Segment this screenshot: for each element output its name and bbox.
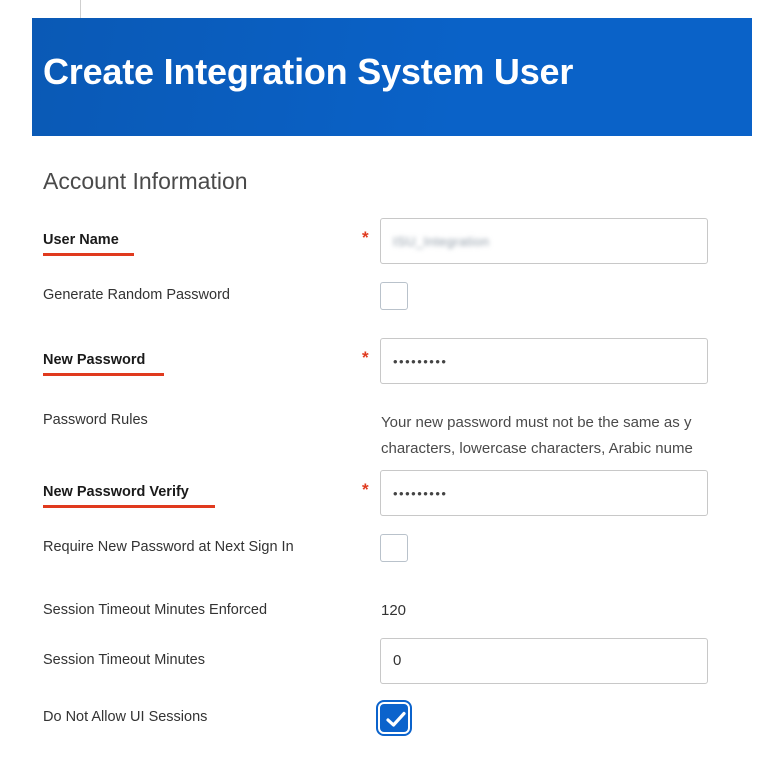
user-name-value: ISU_Integration — [393, 234, 490, 249]
new-password-input[interactable] — [380, 338, 708, 384]
generate-random-password-checkbox[interactable] — [380, 282, 408, 310]
window-chrome-strip — [0, 0, 764, 18]
new-password-verify-label: New Password Verify — [43, 484, 189, 500]
form-content — [0, 136, 764, 769]
new-password-label: New Password — [43, 352, 146, 368]
session-timeout-minutes-label: Session Timeout Minutes — [43, 652, 205, 668]
user-name-input[interactable] — [380, 218, 708, 264]
section-title: Account Information — [43, 168, 248, 194]
row-new-password — [0, 336, 764, 384]
require-new-password-checkbox[interactable] — [380, 534, 408, 562]
generate-random-password-label: Generate Random Password — [43, 287, 230, 303]
row-password-rules — [0, 404, 764, 462]
user-name-required-underline — [43, 253, 134, 256]
session-timeout-enforced-label: Session Timeout Minutes Enforced — [43, 602, 268, 618]
page-title: Create Integration System User — [43, 51, 574, 92]
checkmark-icon — [385, 710, 407, 730]
password-rules-label: Password Rules — [43, 412, 148, 428]
row-session-timeout-minutes — [0, 636, 764, 684]
new-password-verify-required-underline — [43, 505, 215, 508]
do-not-allow-ui-sessions-label: Do Not Allow UI Sessions — [43, 709, 208, 725]
password-rules-line-2: characters, lowercase characters, Arabic nume — [381, 440, 693, 457]
page-header — [32, 18, 752, 136]
do-not-allow-ui-sessions-checkbox[interactable] — [380, 704, 408, 732]
row-session-timeout-enforced — [0, 598, 764, 624]
chrome-divider — [80, 0, 81, 18]
user-name-label: User Name — [43, 232, 119, 248]
require-new-password-label: Require New Password at Next Sign In — [43, 539, 294, 555]
row-new-password-verify — [0, 468, 764, 516]
new-password-required-star: * — [362, 348, 369, 367]
new-password-verify-required-star: * — [362, 480, 369, 499]
row-user-name — [0, 218, 764, 264]
new-password-verify-input[interactable] — [380, 470, 708, 516]
password-rules-line-1: Your new password must not be the same as y — [381, 414, 692, 431]
session-timeout-enforced-value: 120 — [381, 602, 407, 619]
row-do-not-allow-ui-sessions — [0, 702, 764, 736]
user-name-required-star: * — [362, 228, 369, 247]
session-timeout-minutes-input[interactable] — [380, 638, 708, 684]
row-generate-random-password — [0, 282, 764, 312]
row-require-new-password — [0, 534, 764, 564]
new-password-required-underline — [43, 373, 164, 376]
new-password-verify-value: ••••••••• — [393, 486, 448, 501]
new-password-value: ••••••••• — [393, 354, 448, 369]
session-timeout-minutes-value: 0 — [393, 652, 402, 669]
